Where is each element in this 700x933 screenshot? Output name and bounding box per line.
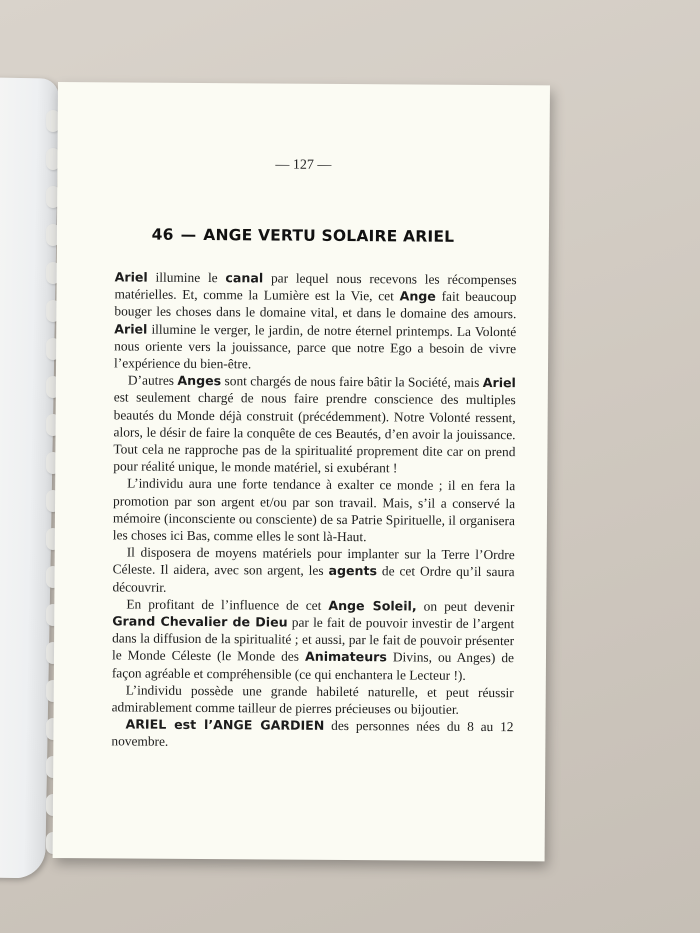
text-run: illumine le verger, le jardin, de notre éternel printemps. La Volonté nous oriente vers la jouissance, parce que notre Ego a besoin de vivre l’expérience du bien-être. [113, 321, 517, 372]
text-run: Divins, ou Anges) de façon agréable et compréhensible (ce qui enchantera le Lecteur !). [111, 649, 515, 683]
text-run: par lequel nous recevons les récompenses matérielles. Et, comme la Lumière est la Vie, cet [114, 270, 517, 304]
bold-text: Animateurs [304, 649, 387, 665]
bold-text: Ariel [114, 321, 148, 337]
text-run: L’individu possède une grande habileté naturelle, et peut réussir admirablement comme tailleur de pierres précieuses ou bijoutier. [111, 682, 514, 717]
bold-text: canal [225, 270, 264, 286]
text-run: est seulement chargé de nous faire prendre conscience des multiples beautés du Monde déjà construit (précédemment). Notre Volonté ressent, alors, le désir de faire la conquête de ces Beautés, d’en avoir la jouissance. Tout cela ne rapproche pas de la spiritualité proprement dite car on prend pour réalité unique, le monde matériel, si exubérant ! [113, 389, 516, 476]
text-run: des personnes nées du 8 au 12 novembre. [111, 718, 514, 750]
bold-text: agents [328, 563, 378, 579]
paragraph [113, 372, 516, 478]
paragraph [112, 544, 514, 598]
text-run: L’individu aura une forte tendance à exalter ce monde ; il en fera la promotion par son argent et/ou par son travail. Mais, s’il a conservé la mémoire (inconsciente ou consciente) de sa Patrie Spirituelle, il organisera les choses ici Bas, comme elles le sont là-Haut. [112, 475, 516, 545]
bold-text: ARIEL est l’ANGE GARDIEN [125, 716, 325, 734]
bold-text: Ange Soleil, [328, 597, 417, 614]
paragraph [114, 268, 517, 374]
text-run: illumine le [147, 269, 226, 286]
chapter-dash: — [180, 225, 197, 244]
text-run: sont chargés de nous faire bâtir la Société, mais [221, 373, 483, 391]
chapter-number: 46 [151, 225, 174, 244]
bold-text: Ariel [482, 375, 516, 391]
paragraph [112, 681, 514, 718]
text-run: par le fait de pouvoir investir de l’argent dans la diffusion de la spiritualité ; et aussi, par le fait de pouvoir présenter le Monde Céleste (le Monde des [111, 614, 515, 665]
chapter-title: ANGE VERTU SOLAIRE ARIEL [203, 226, 455, 246]
text-run: D’autres [127, 372, 178, 389]
paragraph [113, 475, 515, 547]
page-number: — 127 — [275, 157, 332, 173]
text-run: on peut devenir [416, 598, 515, 615]
bold-text: Ariel [114, 269, 148, 285]
text-run: fait beaucoup bouger les choses dans le domaine vital, et dans le domaine des amours. [114, 288, 517, 322]
text-run: de cet Ordre qu’il saura découvrir. [112, 563, 515, 595]
text-run: Il disposera de moyens matériels pour implanter sur la Terre l’Ordre Céleste. Il aidera, avec son argent, les [112, 544, 515, 579]
bold-text: Ange [399, 288, 436, 304]
book-page [53, 82, 550, 861]
paragraph [111, 716, 513, 753]
bold-text: Grand Chevalier de Dieu [112, 613, 288, 630]
paragraph [112, 595, 515, 684]
bold-text: Anges [177, 373, 222, 389]
text-run: En profitant de l’influence de cet [126, 596, 329, 613]
body-text [111, 268, 516, 752]
chapter-heading [57, 225, 549, 246]
